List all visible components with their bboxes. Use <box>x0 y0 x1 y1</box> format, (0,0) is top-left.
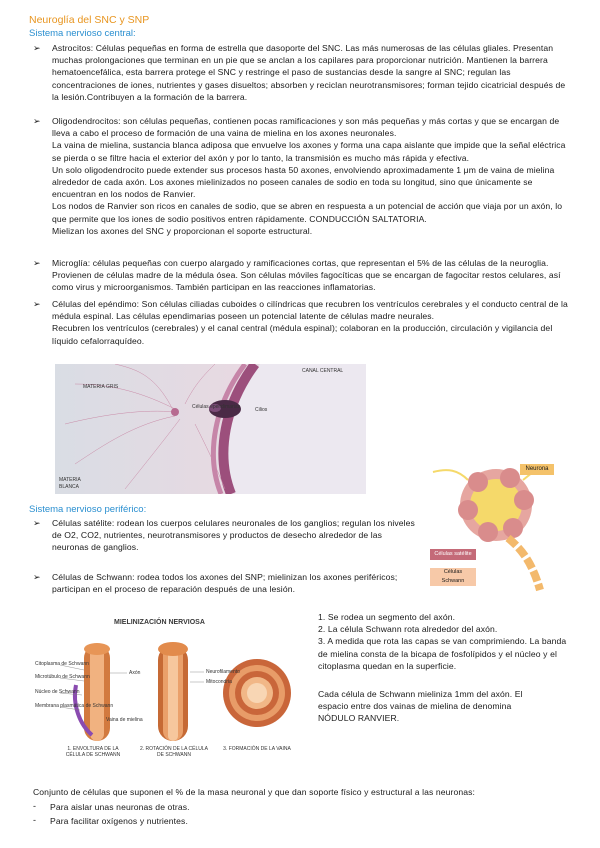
dash-marker: - <box>33 815 36 825</box>
label-neurofilament: Neurofilamento <box>206 669 240 675</box>
ependimo-text: Células del epéndimo: Son células ciliadas cuboides o cilíndricas que recubren los ventrículos cerebrales y el conducto central de la médula espinal. Las células ependimarias poseen un potencial latente de células madre neurales. <box>52 299 568 322</box>
microglia-text: Microglía: células pequeñas con cuerpo alargado y ramificaciones cortas, que representan el 5% de las células de la neuroglia. Provienen de células madre de la médula ósea. Son células móviles fagocíticas que se encargan de fagocitar restos celulares, así como virus y microorganismos. También participan en las reacciones inflamatorias. <box>52 258 561 293</box>
bullet-icon: ➢ <box>33 258 41 268</box>
summary-item <box>50 801 450 813</box>
label-central-canal: CANAL CENTRAL <box>302 368 344 374</box>
label-nucleus: Núcleo de Schwann <box>35 689 80 695</box>
astrocitos-text: Astrocitos: Células pequeñas en forma de estrella que dasoporte del SNC. Las más numerosas de las células gliales. Presentan muchas prolongaciones que terminan en un pie que se anclan a los capilares para proporcionar nutrición. Mantienen la barrera hematoencefálica, esta barrera protege el SNC y restringe el paso de sustancias desde la sangre al SNC; regulan las concentraciones de iones, nutrientes y gases disueltos; absorben y reciclan neurotransmisores; forman tejido cicatricial después de la lesión.Contribuyen a la formación de la barrera. <box>52 43 566 102</box>
snc-heading: Sistema nervioso central: <box>29 28 136 39</box>
satellite-text: Células satélite: rodean los cuerpos celulares neuronales de los ganglios; regulan los niveles de O2, CO2, nutrientes, neurotransmisores y productos de desecho alrededor de las neuronas de ganglios. <box>52 518 415 553</box>
myelination-steps-list <box>318 611 578 672</box>
label-satellite-cells: Células satélite <box>430 549 476 560</box>
ranvier-note <box>318 688 533 725</box>
ependimo-item <box>52 298 572 347</box>
schwann-text: Células de Schwann: rodea todos los axones del SNP; mielinizan los axones periféricos; participan en el proceso de reparación después de una lesión. <box>52 572 398 595</box>
snp-heading: Sistema nervioso periférico: <box>29 504 147 515</box>
label-ependymal-cells: Células ependimarias <box>192 404 241 410</box>
summary-item-text: Para aislar unas neuronas de otras. <box>50 802 190 812</box>
label-myelin-sheath: Vaina de mielina <box>106 717 143 723</box>
oligodendrocitos-paragraph: Mielizan los axones del SNC y proporcionan el soporte estructural. <box>52 225 313 236</box>
ranvier-note-text: Cada célula de Schwann mieliniza 1mm del axón. El espacio entre dos vainas de mielina de denomina NÓDULO RANVIER. <box>318 689 523 724</box>
myelination-step: 1. Se rodea un segmento del axón. <box>318 612 456 622</box>
myelination-step-caption: 2. ROTACIÓN DE LA CÉLULA DE SCHWANN <box>140 746 208 758</box>
schwann-item <box>52 571 420 595</box>
bullet-icon: ➢ <box>33 116 41 126</box>
bullet-icon: ➢ <box>33 299 41 309</box>
bullet-icon: ➢ <box>33 43 41 53</box>
label-schwann: Células <box>430 568 476 577</box>
label-cilia: Cilios <box>255 407 268 413</box>
summary-item-text: Para facilitar oxígenos y nutrientes. <box>50 816 188 826</box>
label-white-matter: MATERIA <box>59 477 81 483</box>
label-axon: Axón <box>129 670 141 676</box>
myelination-step-caption: 3. FORMACIÓN DE LA VAINA <box>223 746 291 752</box>
label-plasma-membrane: Membrana plasmática de Schwann <box>35 703 114 709</box>
satellite-item <box>52 517 420 554</box>
label-schwann: Schwann <box>430 577 476 586</box>
label-cytoplasm: Citoplasma de Schwann <box>35 661 89 667</box>
label-white-matter: BLANCA <box>59 484 80 490</box>
myelination-figure-title: MIELINIZACIÓN NERVIOSA <box>114 619 205 626</box>
summary-item <box>50 815 450 827</box>
myelination-step: 2. La célula Schwann rota alrededor del axón. <box>318 624 498 635</box>
label-neuron: Neurona <box>520 464 554 475</box>
ependyma-illustration <box>55 364 366 494</box>
bullet-icon: ➢ <box>33 572 41 582</box>
summary-intro <box>33 786 578 798</box>
ependimo-paragraph: Recubren los ventrículos (cerebrales) y el canal central (médula espinal); colaboran en la producción, circulación y vigilancia del líquido cefalorraquídeo. <box>52 323 553 346</box>
label-microtubule: Microtúbulo de Schwann <box>35 674 90 680</box>
label-mitochondria: Mitocondria <box>206 679 232 685</box>
microglia-item <box>52 257 572 294</box>
dash-marker: - <box>33 801 36 811</box>
myelination-step-caption: 1. ENVOLTURA DE LA CÉLULA DE SCHWANN <box>65 746 121 758</box>
neuron-illustration <box>428 460 568 600</box>
oligodendrocitos-paragraph: Un solo oligodendrocito puede extender sus procesos hasta 50 axones, envolviendo aproximadamente 1 μm de vaina de mielina alrededor de cada axón. Los axones mielinizados no poseen canales de sodio en toda su longitud, sino que únicamente se encuentran en los nodos de Ranvier. <box>52 164 555 200</box>
astrocitos-item <box>52 42 572 103</box>
myelination-step: 3. A medida que rota las capas se van comprimiendo. La banda de mielina consta de la bicapa de fosfolípidos y el núcleo y el citoplasma quedan en la superficie. <box>318 636 567 671</box>
summary-intro-text: Conjunto de células que suponen el % de la masa neuronal y que dan soporte físico y estructural a las neuronas: <box>33 787 476 797</box>
oligodendrocitos-paragraph: La vaina de mielina, sustancia blanca adiposa que envuelve los axones y forma una capa aislante que impide que la señal eléctrica se pierda o se filtre hacia el exterior del axón y por lo tanto, la transmisión es mucho más rápida y efectiva. <box>52 140 566 163</box>
label-grey-matter: MATERIA GRIS <box>83 384 119 390</box>
myelination-illustration <box>32 615 302 768</box>
oligodendrocitos-text: Oligodendrocitos: son células pequeñas, contienen pocas ramificaciones y son más pequeñas y más cortas y que se encargan de lleva a cabo el proceso de formación de una vaina de mielina en los axones neuronales. <box>52 116 560 139</box>
oligodendrocitos-paragraph: Los nodos de Ranvier son ricos en canales de sodio, que se abren en respuesta a un potencial de acción que viaja por un axón, lo que permite que los iones de sodio positivos entren rápidamente. CONDUCCIÓN SALTATORIA. <box>52 201 563 224</box>
page-title: Neuroglía del SNC y SNP <box>29 14 150 26</box>
oligodendrocitos-item <box>52 115 572 237</box>
bullet-icon: ➢ <box>33 518 41 528</box>
